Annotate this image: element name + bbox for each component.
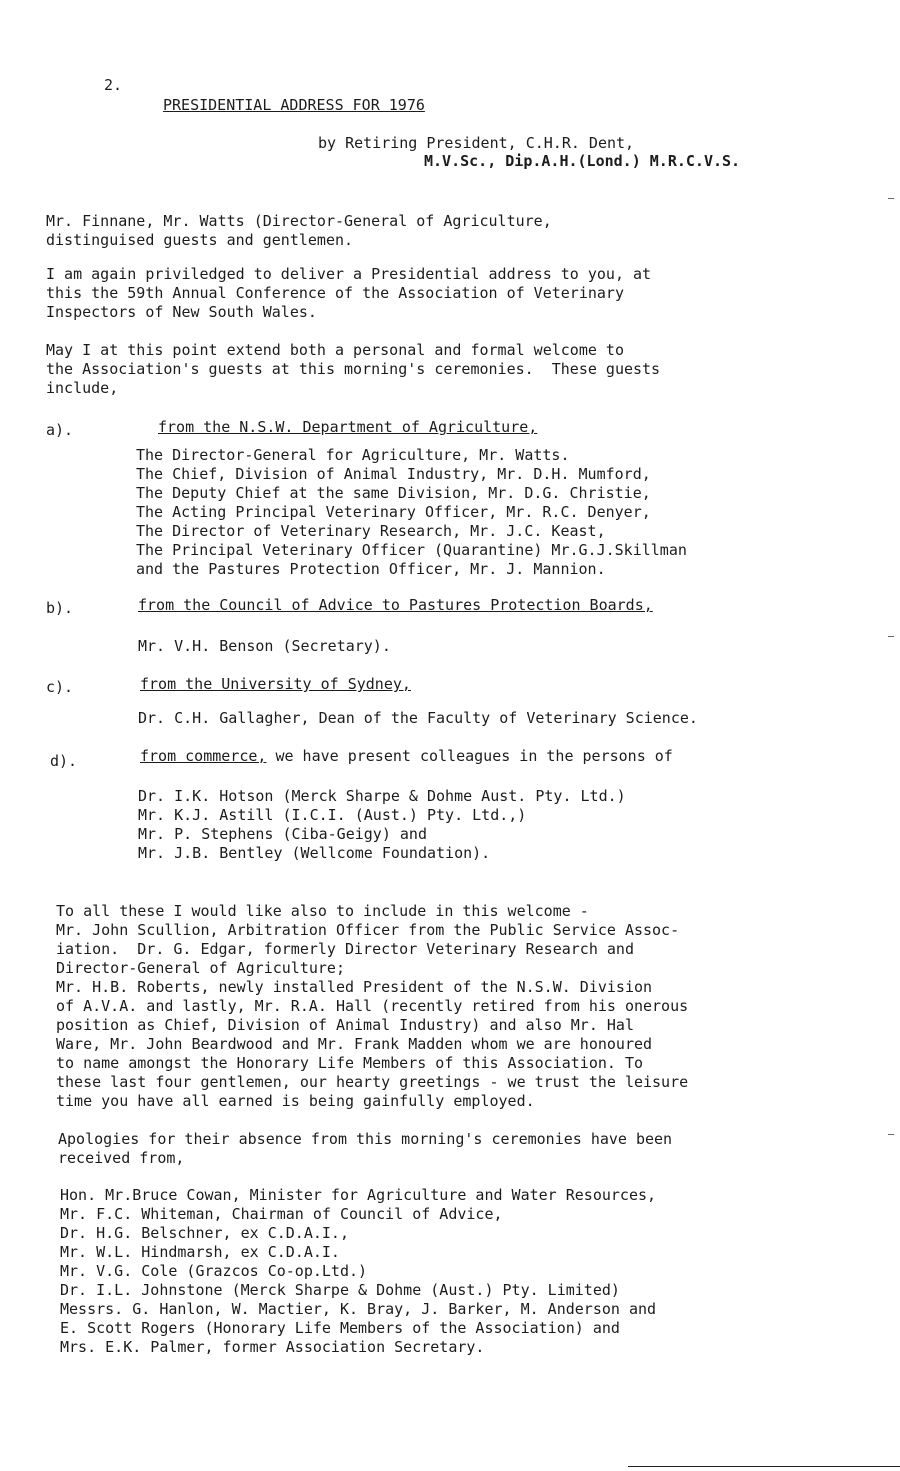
list-item: Mrs. E.K. Palmer, former Association Secretary. (60, 1338, 485, 1356)
list-item: Mr. W.L. Hindmarsh, ex C.D.A.I. (60, 1243, 340, 1261)
margin-mark (888, 636, 894, 637)
margin-mark (888, 1134, 894, 1135)
paragraph-apologies (58, 1130, 672, 1168)
list-item: Dr. I.K. Hotson (Merck Sharpe & Dohme Aust. Pty. Ltd.) (138, 787, 626, 805)
paragraph-line: of A.V.A. and lastly, Mr. R.A. Hall (recently retired from his onerous (56, 997, 689, 1015)
list-item: Messrs. G. Hanlon, W. Mactier, K. Bray, J. Barker, M. Anderson and (60, 1300, 657, 1318)
list-item: Mr. V.G. Cole (Grazcos Co-op.Ltd.) (60, 1262, 368, 1280)
section-b-line: Mr. V.H. Benson (Secretary). (138, 637, 391, 655)
byline-name: by Retiring President, C.H.R. Dent, (318, 134, 635, 152)
section-c-marker: c). (46, 678, 74, 696)
paragraph-line: Director-General of Agriculture; (56, 959, 345, 977)
paragraph-line: Mr. John Scullion, Arbitration Officer from the Public Service Assoc- (56, 921, 680, 939)
paragraph-line: May I at this point extend both a personal and formal welcome to (46, 341, 624, 359)
section-b-heading: from the Council of Advice to Pastures Protection Boards, (138, 596, 653, 614)
list-item: Mr. F.C. Whiteman, Chairman of Council of Advice, (60, 1205, 503, 1223)
list-item: The Principal Veterinary Officer (Quarantine) Mr.G.J.Skillman (136, 541, 687, 559)
list-item: Dr. H.G. Belschner, ex C.D.A.I., (60, 1224, 349, 1242)
section-a-heading: from the N.S.W. Department of Agriculture, (158, 418, 538, 436)
paragraph-line: these last four gentlemen, our hearty greetings - we trust the leisure (56, 1073, 689, 1091)
page-number: 2. (104, 76, 123, 94)
paragraph-additional-welcome (56, 902, 688, 1111)
paragraph-line: this the 59th Annual Conference of the Association of Veterinary (46, 284, 624, 302)
section-c-heading: from the University of Sydney, (140, 675, 411, 693)
list-item: Mr. J.B. Bentley (Wellcome Foundation). (138, 844, 491, 862)
paragraph-line: To all these I would like also to include in this welcome - (56, 902, 589, 920)
paragraph-line: Mr. H.B. Roberts, newly installed President of the N.S.W. Division (56, 978, 653, 996)
salutation (46, 212, 552, 250)
list-item: Mr. K.J. Astill (I.C.I. (Aust.) Pty. Ltd.,) (138, 806, 527, 824)
section-b-marker: b). (46, 599, 74, 617)
paragraph-line: Apologies for their absence from this morning's ceremonies have been (58, 1130, 673, 1148)
section-d-marker: d). (50, 752, 78, 770)
list-item: The Director-General for Agriculture, Mr. Watts. (136, 446, 570, 464)
section-a-list (136, 446, 687, 579)
paragraph-line: Ware, Mr. John Beardwood and Mr. Frank Madden whom we are honoured (56, 1035, 653, 1053)
paragraph-line: include, (46, 379, 119, 397)
paragraph-line: time you have all earned is being gainfully employed. (56, 1092, 535, 1110)
section-a-marker: a). (46, 421, 74, 439)
bottom-rule (628, 1466, 900, 1467)
list-item: The Director of Veterinary Research, Mr. J.C. Keast, (136, 522, 606, 540)
byline-qualifications: M.V.Sc., Dip.A.H.(Lond.) M.R.C.V.S. (424, 152, 741, 170)
paragraph-line: position as Chief, Division of Animal Industry) and also Mr. Hal (56, 1016, 634, 1034)
page-title: PRESIDENTIAL ADDRESS FOR 1976 (163, 96, 425, 114)
paragraph-intro (46, 265, 651, 322)
paragraph-line: Inspectors of New South Wales. (46, 303, 317, 321)
section-d-heading: from commerce, (140, 747, 267, 765)
list-item: The Chief, Division of Animal Industry, Mr. D.H. Mumford, (136, 465, 651, 483)
paragraph-welcome (46, 341, 660, 398)
list-item: The Deputy Chief at the same Division, Mr. D.G. Christie, (136, 484, 651, 502)
list-item: E. Scott Rogers (Honorary Life Members of the Association) and (60, 1319, 620, 1337)
paragraph-line: to name amongst the Honorary Life Members of this Association. To (56, 1054, 643, 1072)
list-item: Hon. Mr.Bruce Cowan, Minister for Agriculture and Water Resources, (60, 1186, 657, 1204)
paragraph-line: received from, (58, 1149, 185, 1167)
salutation-line: Mr. Finnane, Mr. Watts (Director-General of Agriculture, (46, 212, 552, 230)
paragraph-line: the Association's guests at this morning's ceremonies. These guests (46, 360, 661, 378)
list-item: and the Pastures Protection Officer, Mr. J. Mannion. (136, 560, 606, 578)
section-d-heading-rest: we have present colleagues in the persons of (266, 747, 673, 765)
paragraph-line: I am again priviledged to deliver a Presidential address to you, at (46, 265, 652, 283)
paragraph-line: iation. Dr. G. Edgar, formerly Director Veterinary Research and (56, 940, 634, 958)
section-d-heading-line (140, 747, 673, 766)
salutation-line: distinguised guests and gentlemen. (46, 231, 354, 249)
list-item: Dr. I.L. Johnstone (Merck Sharpe & Dohme (Aust.) Pty. Limited) (60, 1281, 620, 1299)
apologies-list (60, 1186, 656, 1357)
margin-mark (888, 198, 894, 199)
list-item: Mr. P. Stephens (Ciba-Geigy) and (138, 825, 427, 843)
section-d-list (138, 787, 626, 863)
list-item: The Acting Principal Veterinary Officer, Mr. R.C. Denyer, (136, 503, 651, 521)
section-c-line: Dr. C.H. Gallagher, Dean of the Faculty of Veterinary Science. (138, 709, 698, 727)
